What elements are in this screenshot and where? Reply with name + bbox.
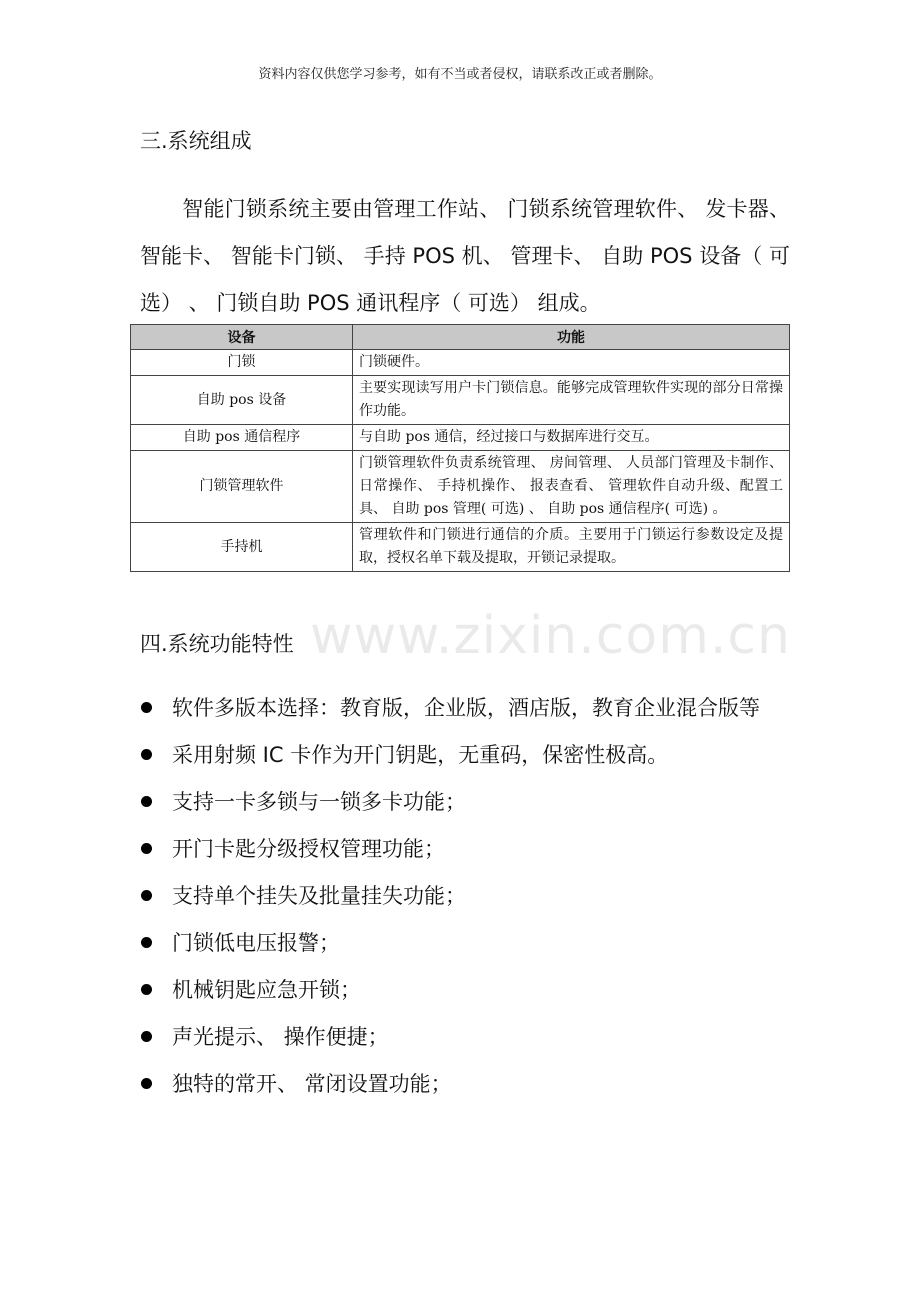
feature-text: 采用射频 IC 卡作为开门钥匙，无重码，保密性极高。 [172, 743, 669, 767]
feature-list [140, 685, 790, 1108]
header-function: 功能 [353, 325, 790, 350]
table-row [131, 451, 790, 523]
bullet-icon [141, 702, 152, 713]
device-cell: 手持机 [131, 523, 353, 572]
bullet-icon [141, 749, 152, 760]
table-header-row [131, 325, 790, 350]
bullet-icon [141, 796, 152, 807]
feature-text: 支持一卡多锁与一锁多卡功能； [172, 790, 466, 814]
table-row [131, 350, 790, 376]
list-item [140, 779, 790, 826]
table-row [131, 523, 790, 572]
bullet-icon [141, 1078, 152, 1089]
function-cell: 门锁硬件。 [353, 350, 790, 376]
section-title-composition: 三.系统组成 [140, 129, 252, 153]
bullet-icon [141, 1031, 152, 1042]
list-item [140, 920, 790, 967]
bullet-icon [141, 890, 152, 901]
function-cell: 主要实现读写用户卡门锁信息。能够完成管理软件实现的部分日常操作功能。 [353, 376, 790, 425]
feature-text: 声光提示、 操作便捷； [172, 1025, 389, 1049]
device-cell: 自助 pos 设备 [131, 376, 353, 425]
header-note: 资料内容仅供您学习参考，如有不当或者侵权，请联系改正或者删除。 [258, 67, 662, 82]
feature-text: 软件多版本选择：教育版，企业版，酒店版，教育企业混合版等 [172, 696, 760, 720]
device-function-table [130, 324, 790, 572]
feature-text: 支持单个挂失及批量挂失功能； [172, 884, 466, 908]
device-cell: 自助 pos 通信程序 [131, 425, 353, 451]
feature-text: 机械钥匙应急开锁； [172, 978, 361, 1002]
feature-text: 开门卡匙分级授权管理功能； [172, 837, 445, 861]
list-item [140, 685, 790, 732]
list-item [140, 826, 790, 873]
list-item [140, 967, 790, 1014]
table-row [131, 376, 790, 425]
function-cell: 管理软件和门锁进行通信的介质。主要用于门锁运行参数设定及提取，授权名单下载及提取，开锁记录提取。 [353, 523, 790, 572]
intro-text: 智能门锁系统主要由管理工作站、 门锁系统管理软件、 发卡器、 智能卡、 智能卡门锁、 手持 POS 机、 管理卡、 自助 POS 设备（ 可选） 、 门锁自助 POS 通讯程序（ 可选） 组成。 [140, 197, 790, 315]
function-cell: 门锁管理软件负责系统管理、 房间管理、 人员部门管理及卡制作、 日常操作、 手持机操作、 报表查看、 管理软件自动升级、配置工具、 自助 pos 管理( 可选) 、 自助 pos 通信程序( 可选) 。 [353, 451, 790, 523]
table-row [131, 425, 790, 451]
feature-text: 门锁低电压报警； [172, 931, 340, 955]
bullet-icon [141, 843, 152, 854]
watermark: www.zixin.com.cn [310, 606, 791, 666]
list-item [140, 1014, 790, 1061]
list-item [140, 732, 790, 779]
list-item [140, 1061, 790, 1108]
function-cell: 与自助 pos 通信，经过接口与数据库进行交互。 [353, 425, 790, 451]
bullet-icon [141, 984, 152, 995]
section-title-features: 四.系统功能特性 [140, 632, 294, 656]
device-cell: 门锁管理软件 [131, 451, 353, 523]
feature-text: 独特的常开、 常闭设置功能； [172, 1072, 452, 1096]
list-item [140, 873, 790, 920]
intro-paragraph [140, 186, 790, 327]
device-cell: 门锁 [131, 350, 353, 376]
bullet-icon [141, 937, 152, 948]
header-device: 设备 [131, 325, 353, 350]
